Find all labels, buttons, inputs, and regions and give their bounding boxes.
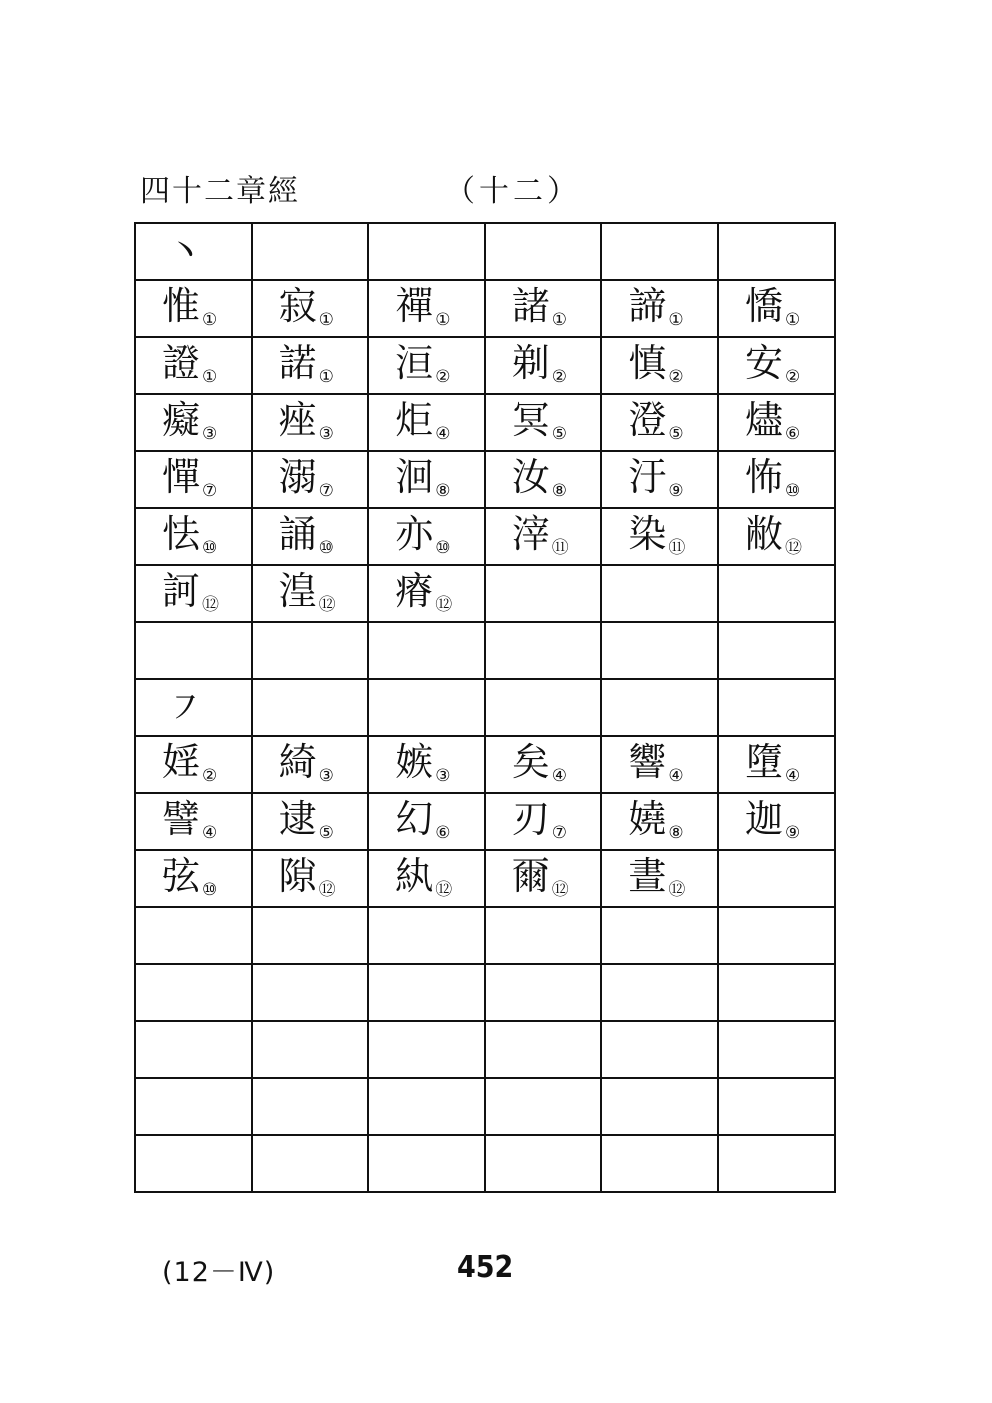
chapter-number: ② <box>551 366 568 387</box>
empty-cell <box>718 850 835 907</box>
character-cell <box>135 565 252 622</box>
character-cell <box>252 280 369 337</box>
empty-cell <box>718 679 835 736</box>
character: 瘠 <box>395 569 434 614</box>
character-cell <box>601 736 718 793</box>
character: 冥 <box>511 398 550 443</box>
character-cell <box>252 508 369 565</box>
character: 迦 <box>744 797 783 842</box>
table-row <box>135 508 835 565</box>
character-cell <box>135 451 252 508</box>
chapter-number: ② <box>784 366 801 387</box>
character-cell <box>368 280 485 337</box>
character: 爾 <box>511 854 550 899</box>
empty-cell <box>368 1135 485 1192</box>
character: 矣 <box>511 740 550 785</box>
chapter-number: ⑫ <box>202 594 220 615</box>
empty-cell <box>368 223 485 280</box>
empty-cell <box>718 964 835 1021</box>
empty-cell <box>368 964 485 1021</box>
chapter-number: ① <box>435 309 451 330</box>
chapter-number: ⑧ <box>551 480 568 501</box>
character-cell <box>601 394 718 451</box>
radical-row <box>135 679 835 736</box>
character-cell <box>368 793 485 850</box>
character: 滓 <box>511 512 550 557</box>
empty-cell <box>252 1135 369 1192</box>
character-cell <box>368 394 485 451</box>
page-subtitle: （十二） <box>445 174 581 209</box>
character: 嬈 <box>628 797 667 842</box>
empty-cell <box>718 1135 835 1192</box>
chapter-number: ⑨ <box>784 822 801 843</box>
character-cell <box>485 508 602 565</box>
radical-label: ㇇ <box>166 685 205 730</box>
chapter-number: ⑤ <box>318 822 334 843</box>
character: 燼 <box>744 398 783 443</box>
character-cell <box>601 508 718 565</box>
empty-cell <box>601 964 718 1021</box>
character: 溺 <box>278 455 317 500</box>
character-table-body <box>135 223 835 1192</box>
chapter-number: ④ <box>202 822 218 843</box>
character-cell <box>368 565 485 622</box>
character-cell <box>485 451 602 508</box>
character: 逮 <box>278 797 317 842</box>
empty-cell <box>252 964 369 1021</box>
chapter-number: ⑤ <box>551 423 568 444</box>
character: 炬 <box>395 398 434 443</box>
empty-cell <box>485 622 602 679</box>
chapter-number: ⑦ <box>202 480 218 501</box>
empty-cell <box>485 1135 602 1192</box>
chapter-number: ⑩ <box>202 537 218 558</box>
empty-cell <box>485 565 602 622</box>
table-row <box>135 337 835 394</box>
character: 諸 <box>511 284 550 329</box>
table-row <box>135 736 835 793</box>
chapter-number: ⑩ <box>435 537 451 558</box>
character-cell <box>718 736 835 793</box>
character: 汝 <box>511 455 550 500</box>
character-cell <box>718 793 835 850</box>
character-cell <box>601 850 718 907</box>
character: 洹 <box>395 341 434 386</box>
empty-cell <box>135 907 252 964</box>
character: 證 <box>162 341 201 386</box>
empty-cell <box>368 679 485 736</box>
character: 敝 <box>744 512 783 557</box>
chapter-number: ① <box>668 309 684 330</box>
chapter-number: ⑪ <box>551 537 569 558</box>
empty-cell <box>601 1135 718 1192</box>
character-cell <box>368 337 485 394</box>
character: 剃 <box>511 341 550 386</box>
chapter-number: ① <box>202 366 218 387</box>
chapter-number: ⑥ <box>784 423 801 444</box>
character: 痤 <box>278 398 317 443</box>
empty-cell <box>368 907 485 964</box>
character: 晝 <box>628 854 667 899</box>
radical-label: 丶 <box>166 229 205 274</box>
chapter-number: ② <box>668 366 684 387</box>
character: 譬 <box>162 797 201 842</box>
character-cell <box>368 451 485 508</box>
empty-cell <box>601 622 718 679</box>
character: 綺 <box>278 740 317 785</box>
empty-cell <box>485 679 602 736</box>
empty-cell <box>601 1021 718 1078</box>
chapter-number: ③ <box>318 765 334 786</box>
chapter-number: ④ <box>668 765 684 786</box>
character-cell <box>252 337 369 394</box>
character-cell <box>135 337 252 394</box>
character: 安 <box>744 341 783 386</box>
character-cell <box>485 337 602 394</box>
empty-cell <box>252 1078 369 1135</box>
chapter-number: ⑫ <box>318 879 336 900</box>
character: 響 <box>628 740 667 785</box>
empty-cell <box>485 223 602 280</box>
empty-cell <box>368 622 485 679</box>
page-number: 452 <box>457 1250 514 1285</box>
character-cell <box>252 451 369 508</box>
character: 寂 <box>278 284 317 329</box>
character-cell <box>601 793 718 850</box>
character: 刃 <box>511 797 550 842</box>
character-cell <box>135 394 252 451</box>
table-row <box>135 964 835 1021</box>
character: 染 <box>628 512 667 557</box>
volume-label: (12－Ⅳ) <box>162 1257 276 1288</box>
character-cell <box>135 508 252 565</box>
chapter-number: ⑫ <box>318 594 336 615</box>
character: 癡 <box>162 398 201 443</box>
character-cell <box>485 394 602 451</box>
character: 禪 <box>395 284 434 329</box>
empty-cell <box>718 622 835 679</box>
character-cell <box>135 280 252 337</box>
character: 紈 <box>395 854 434 899</box>
table-row <box>135 850 835 907</box>
chapter-number: ④ <box>435 423 451 444</box>
character: 洄 <box>395 455 434 500</box>
chapter-number: ④ <box>784 765 801 786</box>
character-cell <box>252 850 369 907</box>
chapter-number: ⑩ <box>202 879 218 900</box>
chapter-number: ⑥ <box>435 822 451 843</box>
table-row <box>135 622 835 679</box>
character: 湟 <box>278 569 317 614</box>
character-cell <box>718 451 835 508</box>
empty-cell <box>601 679 718 736</box>
character: 誦 <box>278 512 317 557</box>
empty-cell <box>252 223 369 280</box>
empty-cell <box>485 964 602 1021</box>
character: 嫉 <box>395 740 434 785</box>
table-row <box>135 907 835 964</box>
chapter-number: ⑩ <box>318 537 334 558</box>
table-row <box>135 280 835 337</box>
radical-cell <box>135 223 252 280</box>
chapter-number: ③ <box>202 423 218 444</box>
character-cell <box>485 280 602 337</box>
character-cell <box>135 736 252 793</box>
character-cell <box>718 337 835 394</box>
character: 諾 <box>278 341 317 386</box>
character-cell <box>485 850 602 907</box>
character-cell <box>368 508 485 565</box>
chapter-number: ② <box>435 366 451 387</box>
chapter-number: ⑧ <box>435 480 451 501</box>
character: 幻 <box>395 797 434 842</box>
chapter-number: ① <box>318 366 334 387</box>
empty-cell <box>368 1078 485 1135</box>
chapter-number: ⑫ <box>668 879 686 900</box>
character-cell <box>252 394 369 451</box>
chapter-number: ⑩ <box>784 480 801 501</box>
chapter-number: ⑫ <box>435 594 453 615</box>
empty-cell <box>485 1078 602 1135</box>
radical-row <box>135 223 835 280</box>
character: 諦 <box>628 284 667 329</box>
character: 澄 <box>628 398 667 443</box>
chapter-number: ② <box>202 765 218 786</box>
empty-cell <box>601 1078 718 1135</box>
table-row <box>135 451 835 508</box>
character-cell <box>368 850 485 907</box>
empty-cell <box>601 907 718 964</box>
empty-cell <box>718 565 835 622</box>
table-row <box>135 1021 835 1078</box>
chapter-number: ① <box>551 309 568 330</box>
table-row <box>135 394 835 451</box>
empty-cell <box>485 1021 602 1078</box>
character: 怯 <box>162 512 201 557</box>
character-cell <box>718 508 835 565</box>
chapter-number: ⑧ <box>668 822 684 843</box>
empty-cell <box>601 223 718 280</box>
empty-cell <box>718 1078 835 1135</box>
character-cell <box>368 736 485 793</box>
character: 亦 <box>395 512 434 557</box>
chapter-number: ⑨ <box>668 480 684 501</box>
radical-cell <box>135 679 252 736</box>
character-cell <box>601 451 718 508</box>
table-row <box>135 793 835 850</box>
chapter-number: ⑫ <box>551 879 569 900</box>
character-cell <box>601 337 718 394</box>
empty-cell <box>252 1021 369 1078</box>
character: 隙 <box>278 854 317 899</box>
character-cell <box>718 280 835 337</box>
empty-cell <box>135 622 252 679</box>
chapter-number: ① <box>784 309 801 330</box>
character: 惟 <box>162 284 201 329</box>
empty-cell <box>718 907 835 964</box>
table-row <box>135 1078 835 1135</box>
character-table <box>134 222 836 1193</box>
table-row <box>135 565 835 622</box>
chapter-number: ③ <box>435 765 451 786</box>
empty-cell <box>135 1078 252 1135</box>
empty-cell <box>252 622 369 679</box>
character-cell <box>485 736 602 793</box>
empty-cell <box>135 1135 252 1192</box>
character-cell <box>601 280 718 337</box>
character-cell <box>252 565 369 622</box>
empty-cell <box>601 565 718 622</box>
character-cell <box>718 394 835 451</box>
character-cell <box>252 793 369 850</box>
chapter-number: ⑫ <box>784 537 802 558</box>
character-cell <box>252 736 369 793</box>
character: 怖 <box>744 455 783 500</box>
chapter-number: ⑤ <box>668 423 684 444</box>
character: 婬 <box>162 740 201 785</box>
character: 汙 <box>628 455 667 500</box>
character-cell <box>135 850 252 907</box>
character: 憚 <box>162 455 201 500</box>
empty-cell <box>135 1021 252 1078</box>
page-title: 四十二章經 <box>140 174 300 209</box>
character: 憍 <box>744 284 783 329</box>
character: 慎 <box>628 341 667 386</box>
character-cell <box>135 793 252 850</box>
chapter-number: ⑦ <box>551 822 568 843</box>
character: 訶 <box>162 569 201 614</box>
chapter-number: ① <box>202 309 218 330</box>
chapter-number: ⑫ <box>435 879 453 900</box>
empty-cell <box>485 907 602 964</box>
empty-cell <box>718 223 835 280</box>
table-row <box>135 1135 835 1192</box>
chapter-number: ⑪ <box>668 537 686 558</box>
empty-cell <box>252 679 369 736</box>
empty-cell <box>718 1021 835 1078</box>
empty-cell <box>135 964 252 1021</box>
character: 弦 <box>162 854 201 899</box>
empty-cell <box>368 1021 485 1078</box>
chapter-number: ⑦ <box>318 480 334 501</box>
character: 墮 <box>744 740 783 785</box>
empty-cell <box>252 907 369 964</box>
chapter-number: ④ <box>551 765 568 786</box>
chapter-number: ① <box>318 309 334 330</box>
chapter-number: ③ <box>318 423 334 444</box>
character-cell <box>485 793 602 850</box>
